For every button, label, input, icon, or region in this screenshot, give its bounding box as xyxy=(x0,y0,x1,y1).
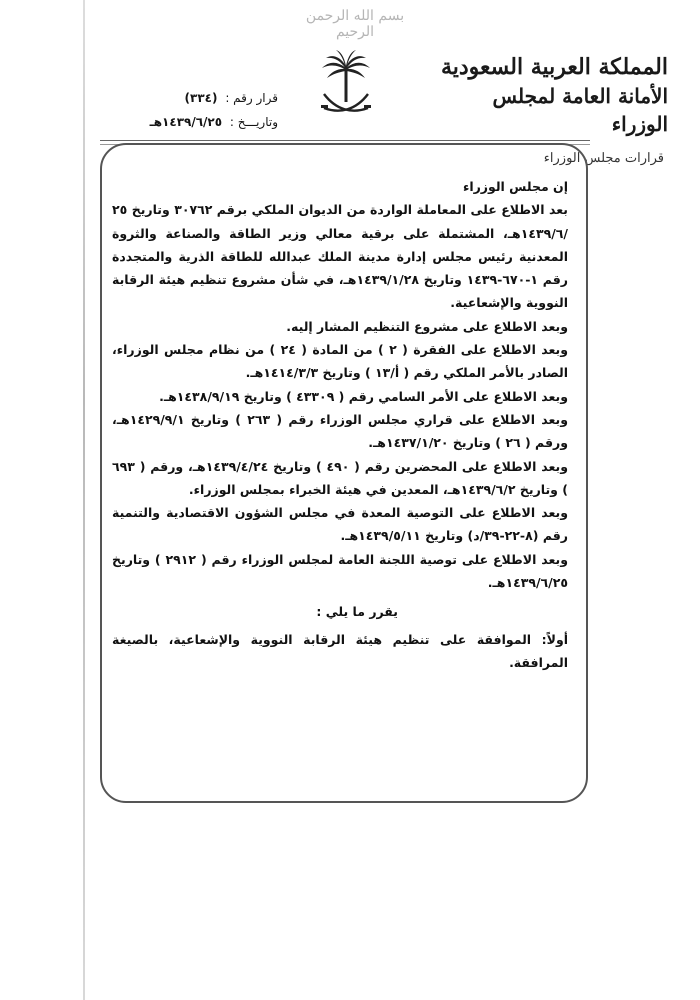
paragraph: وبعد الاطلاع على الأمر السامي رقم ( ٤٣٣٠٩ ) وتاريخ ١٤٣٨/٩/١٩هـ. xyxy=(159,388,568,404)
decision-date-label: وتاريـــخ : xyxy=(229,115,278,129)
decision-number-label: قرار رقم : xyxy=(225,91,278,105)
scan-edge-line xyxy=(83,0,85,1000)
decision-number xyxy=(168,86,278,110)
paragraph: وبعد الاطلاع على قراري مجلس الوزراء رقم ( ٢٦٣ ) وتاريخ ١٤٢٩/٩/١هـ، ورقم ( ٢٦ ) وتاريخ ١٤٣٧/١/٢٠هـ. xyxy=(112,411,569,451)
paragraph: بعد الاطلاع على المعاملة الواردة من الديوان الملكي برقم ٣٠٧٦٢ وتاريخ ٢٥ /١٤٣٩/٦هـ، المشتملة على برقية معالي وزير الطاقة والصناعة والثروة المعدنية رئيس مجلس إدارة مدينة الملك عبدالله للطاقة الذرية والمتجددة رقم ١-٦٧٠-١٤٣٩ وتاريخ ١٤٣٩/١/٢٨هـ، في شأن مشروع تنظيم هيئة الرقابة النووية والإشعاعية. xyxy=(112,202,568,311)
decision-date xyxy=(149,110,278,134)
paragraph: وبعد الاطلاع على الفقرة ( ٢ ) من المادة ( ٢٤ ) من نظام مجلس الوزراء، الصادر بالأمر الملكي رقم ( أ/١٣ ) وتاريخ ١٤١٤/٣/٣هـ. xyxy=(112,342,568,381)
decision-number-value: (٣٣٤) xyxy=(184,91,218,105)
first-item: أولاً: الموافقة على تنظيم هيئة الرقابة النووية والإشعاعية، بالصيغة المرافقة. xyxy=(112,631,568,670)
decision-meta xyxy=(149,86,278,134)
opening-line: إن مجلس الوزراء xyxy=(462,179,568,194)
paragraph: وبعد الاطلاع على مشروع التنظيم المشار إليه. xyxy=(286,318,568,334)
paragraph: وبعد الاطلاع على التوصية المعدة في مجلس الشؤون الاقتصادية والتنمية رقم (٨-٢٢-٣٩/د) وتاريخ ١٤٣٩/٥/١١هـ. xyxy=(112,505,568,544)
section-name: قرارات مجلس الوزراء xyxy=(543,151,664,166)
basmala: بسم الله الرحمن الرحيم xyxy=(305,8,405,40)
saudi-emblem-palm-swords-icon xyxy=(318,48,374,120)
decision-date-value: ١٤٣٩/٦/٢٥هـ xyxy=(149,115,223,129)
decides-heading: يقرر ما يلي : xyxy=(316,604,398,620)
country-name: المملكة العربية السعودية xyxy=(440,54,668,80)
paragraph: وبعد الاطلاع على توصية اللجنة العامة لمجلس الوزراء رقم ( ٢٩١٢ ) وتاريخ ١٤٣٩/٦/٢٥هـ. xyxy=(112,551,568,591)
paragraph: وبعد الاطلاع على المحضرين رقم ( ٤٩٠ ) وتاريخ ١٤٣٩/٤/٢٤هـ، ورقم ( ٦٩٣ ) وتاريخ ١٤٣٩/٦/٢هـ، المعدين في هيئة الخبراء بمجلس الوزراء. xyxy=(112,458,568,497)
secretariat-name: الأمانة العامة لمجلس الوزراء xyxy=(492,84,668,136)
decision-body xyxy=(112,175,568,674)
